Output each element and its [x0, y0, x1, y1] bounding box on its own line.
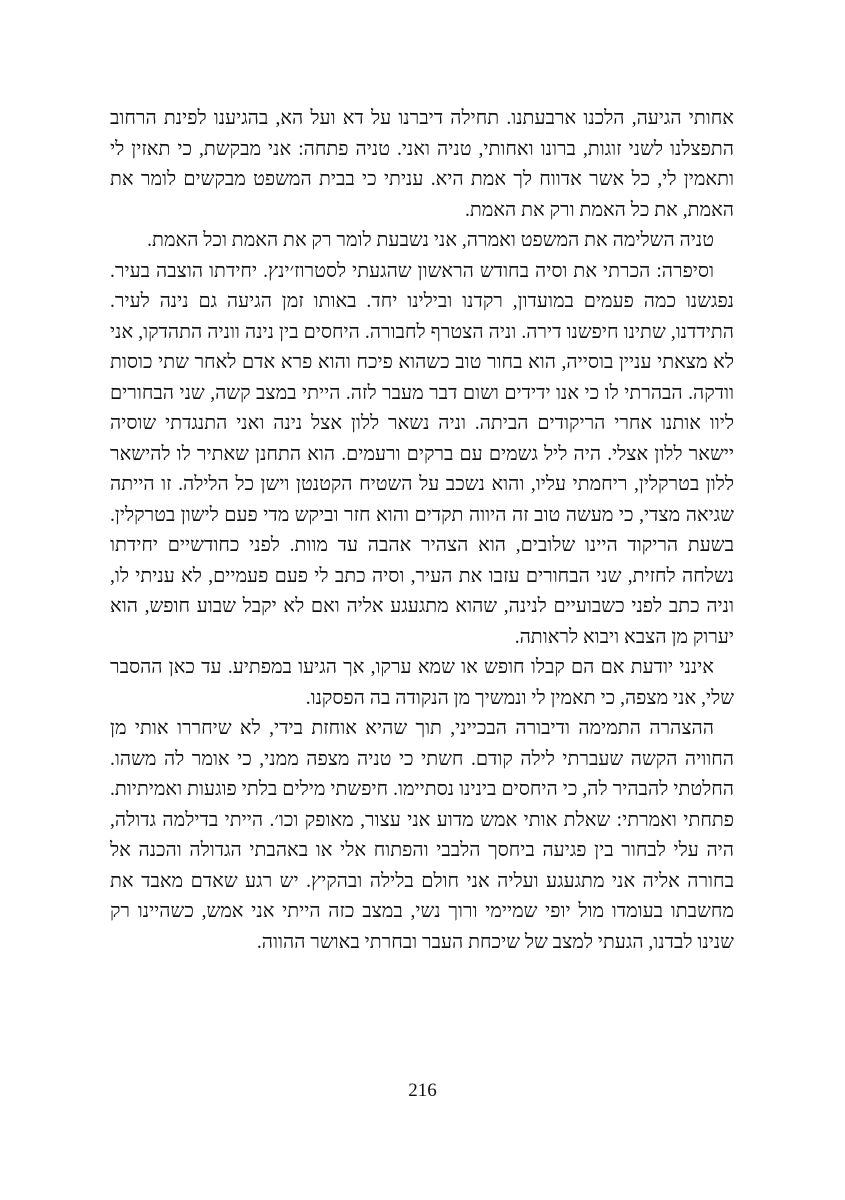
document-body	[110, 104, 734, 958]
paragraph-1: אחותי הגיעה, הלכנו ארבעתנו. תחילה דיברנו על דא ועל הא, בהגיענו לפינת הרחוב התפצלנו לשני זוגות, ברונו ואחותי, טניה ואני. טניה פתחה: אני מבקשת, כי תאזין לי ותאמין לי, כל אשר אדווח לך אמת היא. עניתי כי בבית המשפט מבקשים לומר את האמת, את כל האמת ורק את האמת.	[110, 108, 734, 221]
paragraph-2: טניה השלימה את המשפט ואמרה, אני נשבעת לומר רק את האמת וכל האמת.	[147, 230, 714, 251]
page-number: 216	[408, 1080, 437, 1101]
paragraph-5: ההצהרה התמימה ודיבורה הבכייני, תוך שהיא אוחזת בידי, לא שיחררו אותי מן החוויה הקשה שעברתי לילה קודם. חשתי כי טניה מצפה ממני, כי אומר לה משהו. החלטתי להבהיר לה, כי היחסים בינינו נסתיימו. חיפשתי מילים בלתי פוגעות ואמיתיות. פתחתי ואמרתי: שאלת אותי אמש מדוע אני עצור, מאופק וכו׳. הייתי בדילמה גדולה, היה עלי לבחור בין פגיעה ביחסך הלבבי והפתוח אלי או באהבתי הגדולה והכנה אל בחורה אליה אני מתגעגע ועליה אני חולם בלילה ובהקיץ. יש רגע שאדם מאבד את מחשבתו בעומדו מול יופי שמיימי ורוך נשי, במצב כזה הייתי אני אמש, כשהיינו רק שנינו לבדנו, הגעתי למצב של שיכחת העבר ובחרתי באושר ההווה.	[110, 718, 734, 953]
paragraph-4: אינני יודעת אם הם קבלו חופש או שמא ערקו, אך הגיעו במפתיע. עד כאן ההסבר שלי, אני מצפה, כי תאמין לי ונמשיך מן הנקודה בה הפסקנו.	[110, 657, 734, 709]
paragraph-3: וסיפרה: הכרתי את וסיה בחודש הראשון שהגעתי לסטרוז׳ינץ. יחידתו הוצבה בעיר. נפגשנו כמה פעמים במועדון, רקדנו ובילינו יחד. באותו זמן הגיעה גם נינה לעיר. התידדנו, שתינו חיפשנו דירה. וניה הצטרף לחבורה. היחסים בין נינה ווניה התהדקו, אני לא מצאתי עניין בוסייה, הוא בחור טוב כשהוא פיכח והוא פרא אדם לאחר שתי כוסות וודקה. הבהרתי לו כי אנו ידידים ושום דבר מעבר לזה. הייתי במצב קשה, שני הבחורים ליוו אותנו אחרי הריקודים הביתה. וניה נשאר ללון אצל נינה ואני התנגדתי שוסיה יישאר ללון אצלי. היה ליל גשמים עם ברקים ורעמים. הוא התחנן שאתיר לו להישאר ללון בטרקלין, ריחמתי עליו, והוא נשכב על השטיח הקטנטן וישן כל הלילה. זו הייתה שגיאה מצדי, כי מעשה טוב זה היווה תקדים והוא חזר וביקש מדי פעם לישון בטרקלין. בשעת הריקוד היינו שלובים, הוא הצהיר אהבה עד מוות. לפני כחודשיים יחידתו נשלחה לחזית, שני הבחורים עזבו את העיר, וסיה כתב לי פעם פעמיים, לא עניתי לו, וניה כתב לפני כשבועיים לנינה, שהוא מתגעגע אליה ואם לא יקבל שבוע חופש, הוא יערוק מן הצבא ויבוא לראותה.	[110, 260, 734, 648]
